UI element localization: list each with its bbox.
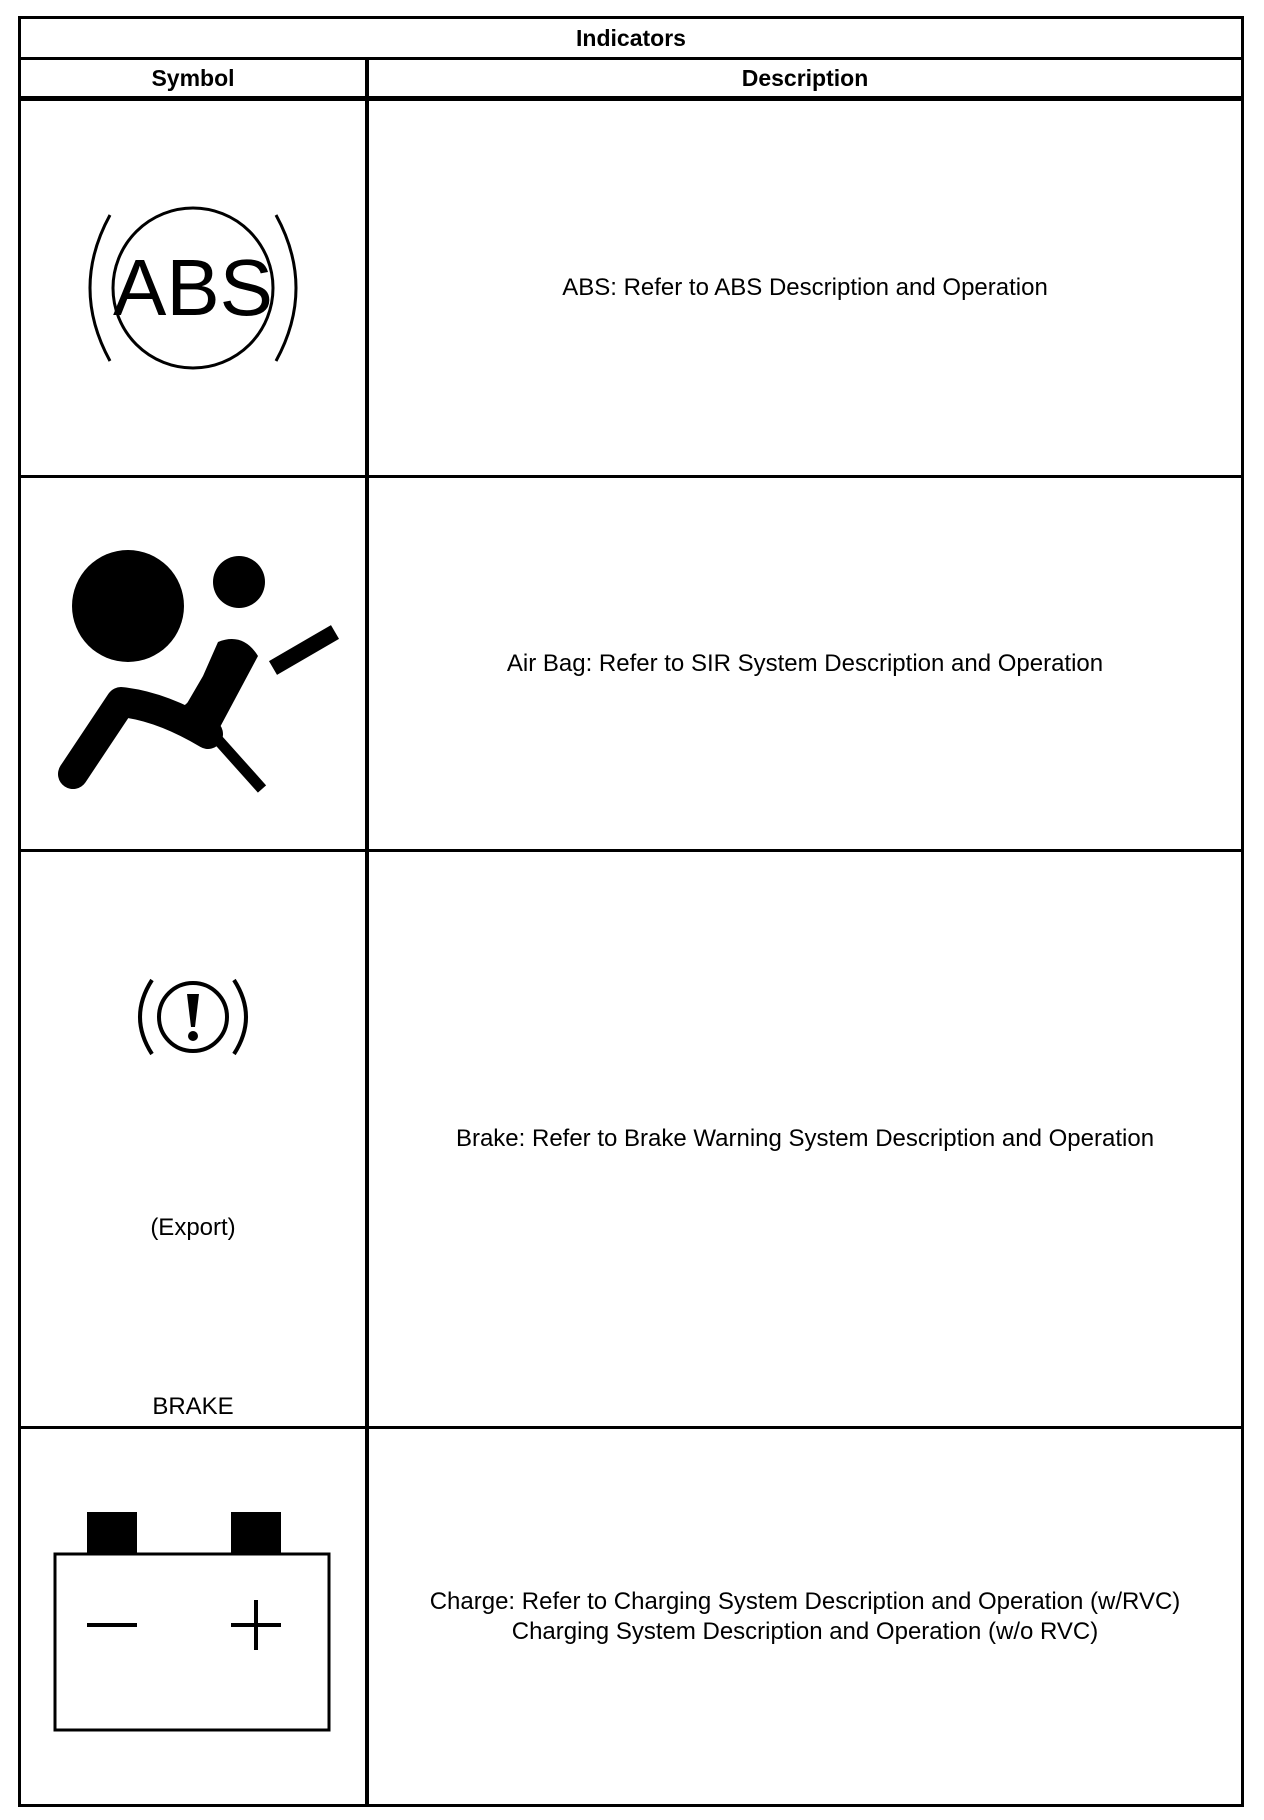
description-text: Air Bag: Refer to SIR System Description and Operation — [506, 649, 1104, 677]
charge-description — [430, 1587, 1181, 1647]
airbag-icon — [43, 534, 343, 794]
indicators-table — [18, 16, 1244, 1807]
description-text: Charging System Description and Operation (w/o RVC) — [511, 1617, 1099, 1645]
symbol-cell-charge — [21, 1426, 365, 1804]
description-cell-airbag — [365, 475, 1241, 849]
description-cell-charge — [365, 1426, 1241, 1804]
symbol-cell-airbag — [21, 475, 365, 849]
description-text: ABS: Refer to ABS Description and Operation — [562, 274, 1048, 301]
description-cell-abs — [365, 101, 1241, 475]
brake-warning-icon — [128, 972, 258, 1062]
battery-icon — [53, 1502, 333, 1732]
description-column-header: Description — [365, 60, 1241, 101]
brake-symbol-stack — [128, 852, 258, 1426]
symbol-column-header: Symbol — [21, 60, 365, 101]
symbol-cell-abs — [21, 101, 365, 475]
table-title: Indicators — [21, 19, 1241, 60]
abs-icon — [68, 193, 318, 383]
svg-text:ABS: ABS — [112, 243, 274, 332]
brake-label: BRAKE — [152, 1393, 234, 1420]
export-note: (Export) — [150, 1213, 236, 1241]
description-text: Charge: Refer to Charging System Description and Operation (w/RVC) — [429, 1587, 1181, 1615]
symbol-cell-brake — [21, 849, 365, 1426]
description-text: Brake: Refer to Brake Warning System Description and Operation — [455, 1125, 1155, 1152]
description-cell-brake — [365, 849, 1241, 1426]
